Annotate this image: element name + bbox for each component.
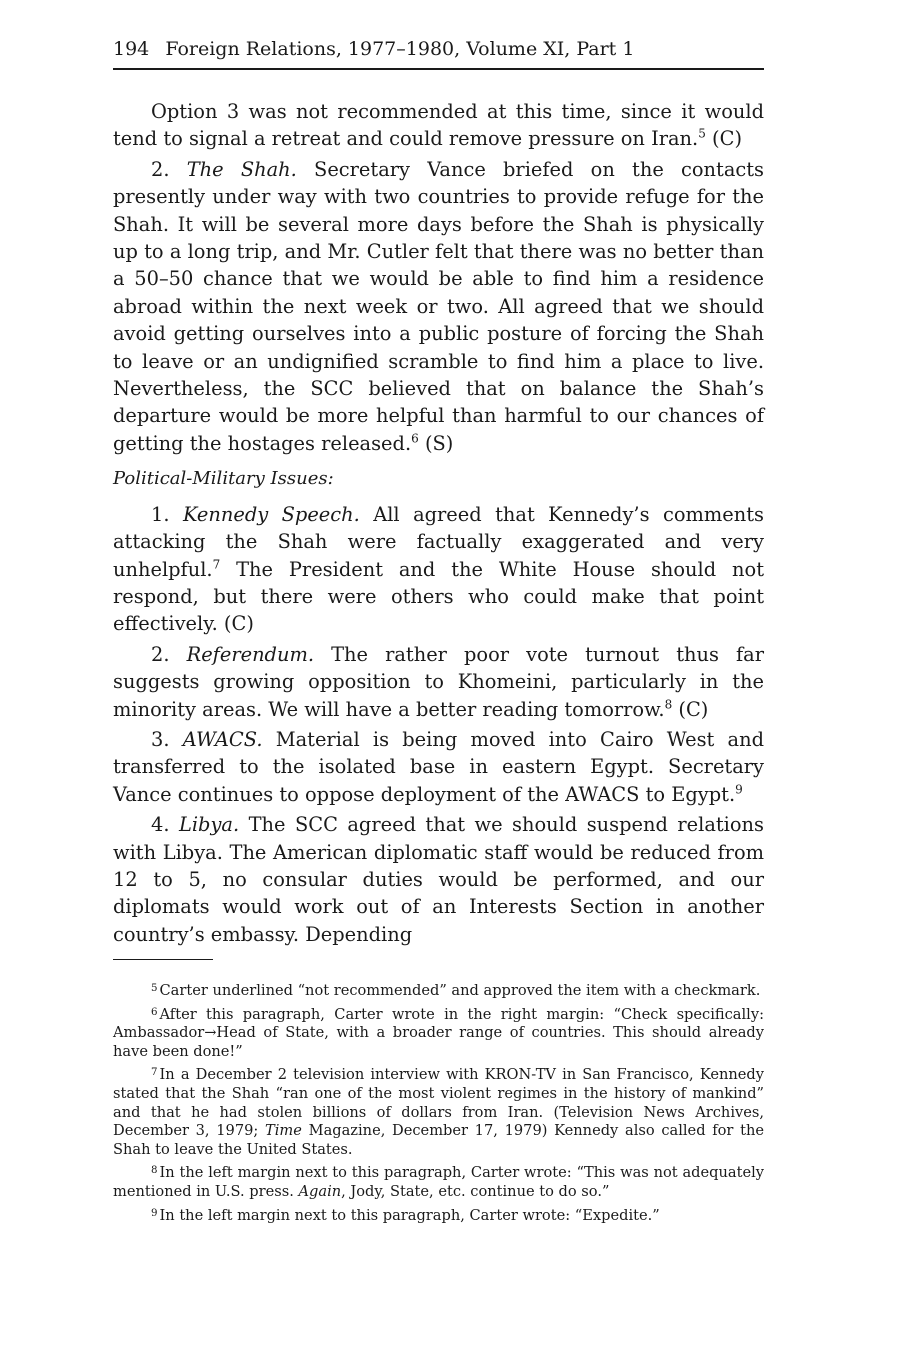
body-text <box>113 98 764 951</box>
footnote-ref-9: 9 <box>735 782 743 797</box>
footnote-rule <box>113 959 213 960</box>
item-title: Referendum. <box>186 642 315 666</box>
item-title: The Shah. <box>186 157 297 181</box>
running-header <box>113 36 764 62</box>
footnote-8: $^8$ In the left margin next to this paragraph, Carter wrote: “This was not adequately mentioned in U.S. press. Again, Jody, State, etc. continue to do so.” <box>113 1164 764 1200</box>
footnote-ref-6: 6 <box>411 431 419 446</box>
footnote-7: $^7$ In a December 2 television interview with KRON-TV in San Francisco, Kennedy stated that the Shah “ran one of the most violent regimes in the history of mankind” and that he had stolen billions of dollars from Iran. (Television News Archives, December 3, 1979; Time Magazine, December 17, 1979) Kennedy also called for the Shah to leave the United States. <box>113 1066 764 1158</box>
footnote-ref-5: 5 <box>698 126 706 141</box>
footnote-6: $^6$ After this paragraph, Carter wrote in the right margin: “Check specifically: Ambassador→Head of State, with a broader range of countries. This should already have been done!” <box>113 1005 764 1060</box>
paragraph-libya: 4. Libya. The SCC agreed that we should suspend relations with Libya. The American diplomatic staff would be reduced from 12 to 5, no consular duties would be performed, and our diplomats would work out of an Interests Section in another country’s embassy. Depending <box>113 813 764 946</box>
item-title: Kennedy Speech. <box>182 502 360 526</box>
header-rule <box>113 68 764 70</box>
page-number: 194 <box>113 38 150 60</box>
paragraph-awacs: 3. AWACS. Material is being moved into Cairo West and transferred to the isolated base in eastern Egypt. Secretary Vance continues to oppose deployment of the AWACS to Egypt.$^9$ <box>113 727 765 806</box>
footnote-9: $^9$ In the left margin next to this paragraph, Carter wrote: “Expedite.” <box>151 1206 660 1224</box>
footnotes <box>113 982 764 1230</box>
item-title: AWACS. <box>182 727 263 751</box>
footnote-ref-7: 7 <box>212 557 221 572</box>
volume-title: Foreign Relations, 1977–1980, Volume XI, Part 1 <box>165 38 635 60</box>
footnote-ref-8: 8 <box>664 697 673 712</box>
paragraph-the-shah: 2. The Shah. Secretary Vance briefed on the contacts presently under way with two countries to provide refuge for the Shah. It will be several more days before the Shah is physically up to a long trip, and Mr. Cutler felt that there was no better than a 50–50 chance that we would be able to find him a residence abroad within the next week or two. All agreed that we should avoid getting ourselves into a public posture of forcing the Shah to leave or an undignified scramble to find him a place to live. Nevertheless, the SCC believed that on balance the Shah’s departure would be more helpful than harmful to our chances of getting the hostages released.$^6$ (S) <box>113 157 764 455</box>
paragraph-referendum: 2. Referendum. The rather poor vote turnout thus far suggests growing opposition to Khomeini, particularly in the minority areas. We will have a better reading tomorrow.$^8$ (C) <box>113 642 764 721</box>
footnote-5: $^5$ Carter underlined “not recommended” and approved the item with a checkmark. <box>151 982 761 999</box>
paragraph-kennedy-speech: 1. Kennedy Speech. All agreed that Kennedy’s comments attacking the Shah were factually exaggerated and very unhelpful.$^7$ The President and the White House should not respond, but there were others who could make that point effectively. (C) <box>113 502 764 636</box>
paragraph-option-3: Option 3 was not recommended at this time, since it would tend to signal a retreat and could remove pressure on Iran.$^5$ (C) <box>113 100 764 151</box>
section-heading: Political-Military Issues: <box>113 468 334 490</box>
item-title: Libya. <box>178 813 240 837</box>
